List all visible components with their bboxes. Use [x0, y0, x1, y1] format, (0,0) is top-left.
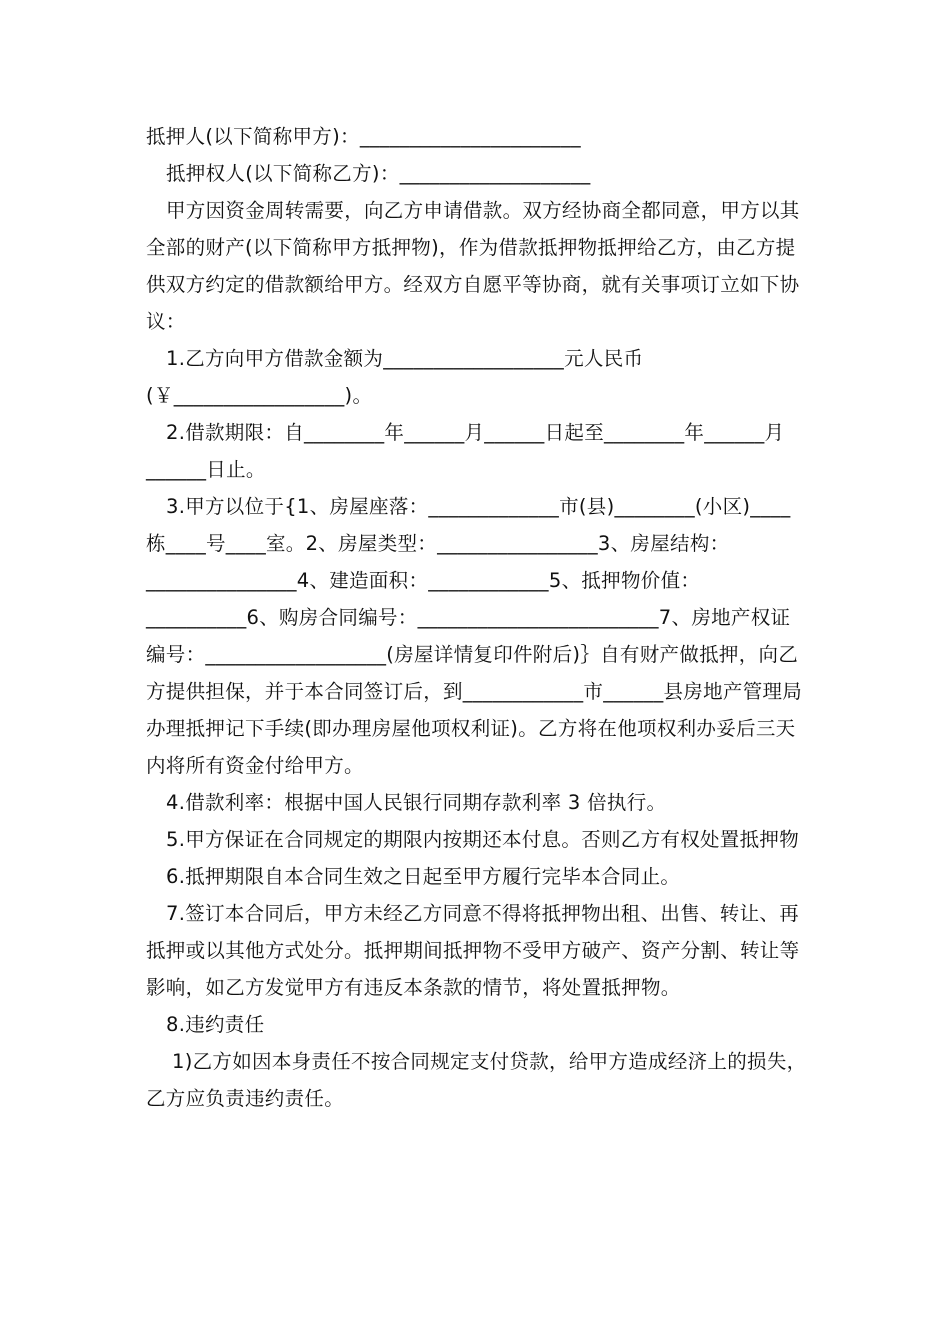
clause-6-mortgage-period: 6.抵押期限自本合同生效之日起至甲方履行完毕本合同止。	[166, 865, 681, 888]
contract-body	[146, 118, 808, 1117]
mortgagor-line: 抵押人(以下简称甲方)：______________________	[146, 125, 581, 148]
clause-1-loan-amount: 1.乙方向甲方借款金额为__________________元人民币(￥_________________)。	[146, 347, 644, 407]
clause-8-item-1: 1)乙方如因本身责任不按合同规定支付贷款，给甲方造成经济上的损失，乙方应负责违约责任。	[146, 1050, 807, 1110]
clause-2-loan-term: 2.借款期限：自________年______月______日起至________年______月______日止。	[146, 421, 785, 481]
clause-8-heading: 8.违约责任	[166, 1013, 265, 1036]
clause-4-interest-rate: 4.借款利率：根据中国人民银行同期存款利率 3 倍执行。	[166, 791, 667, 814]
mortgagee-line: 抵押权人(以下简称乙方)：___________________	[166, 162, 591, 185]
preamble-paragraph: 甲方因资金周转需要，向乙方申请借款。双方经协商全都同意，甲方以其全部的财产(以下简称甲方抵押物)，作为借款抵押物抵押给乙方，由乙方提供双方约定的借款额给甲方。经双方自愿平等协商，就有关事项订立如下协议：	[146, 199, 800, 333]
clause-3-collateral: 3.甲方以位于{1、房屋座落：_____________市(县)________(小区)____栋____号____室。2、房屋类型：________________3、房屋结构：_______________4、建造面积：____________5、抵押物价值：__________6、购房合同编号：________________________7、房地产权证编号：__________________(房屋详情复印件附后)｝自有财产做抵押，向乙方提供担保，并于本合同签订后，到____________市______县房地产管理局办理抵押记下手续(即办理房屋他项权利证)。乙方将在他项权利办妥后三天内将所有资金付给甲方。	[146, 495, 803, 777]
clause-5-repayment: 5.甲方保证在合同规定的期限内按期还本付息。否则乙方有权处置抵押物	[166, 828, 800, 851]
clause-7-restrictions: 7.签订本合同后，甲方未经乙方同意不得将抵押物出租、出售、转让、再抵押或以其他方式处分。抵押期间抵押物不受甲方破产、资产分割、转让等影响，如乙方发觉甲方有违反本条款的情节，将处置抵押物。	[146, 902, 800, 999]
